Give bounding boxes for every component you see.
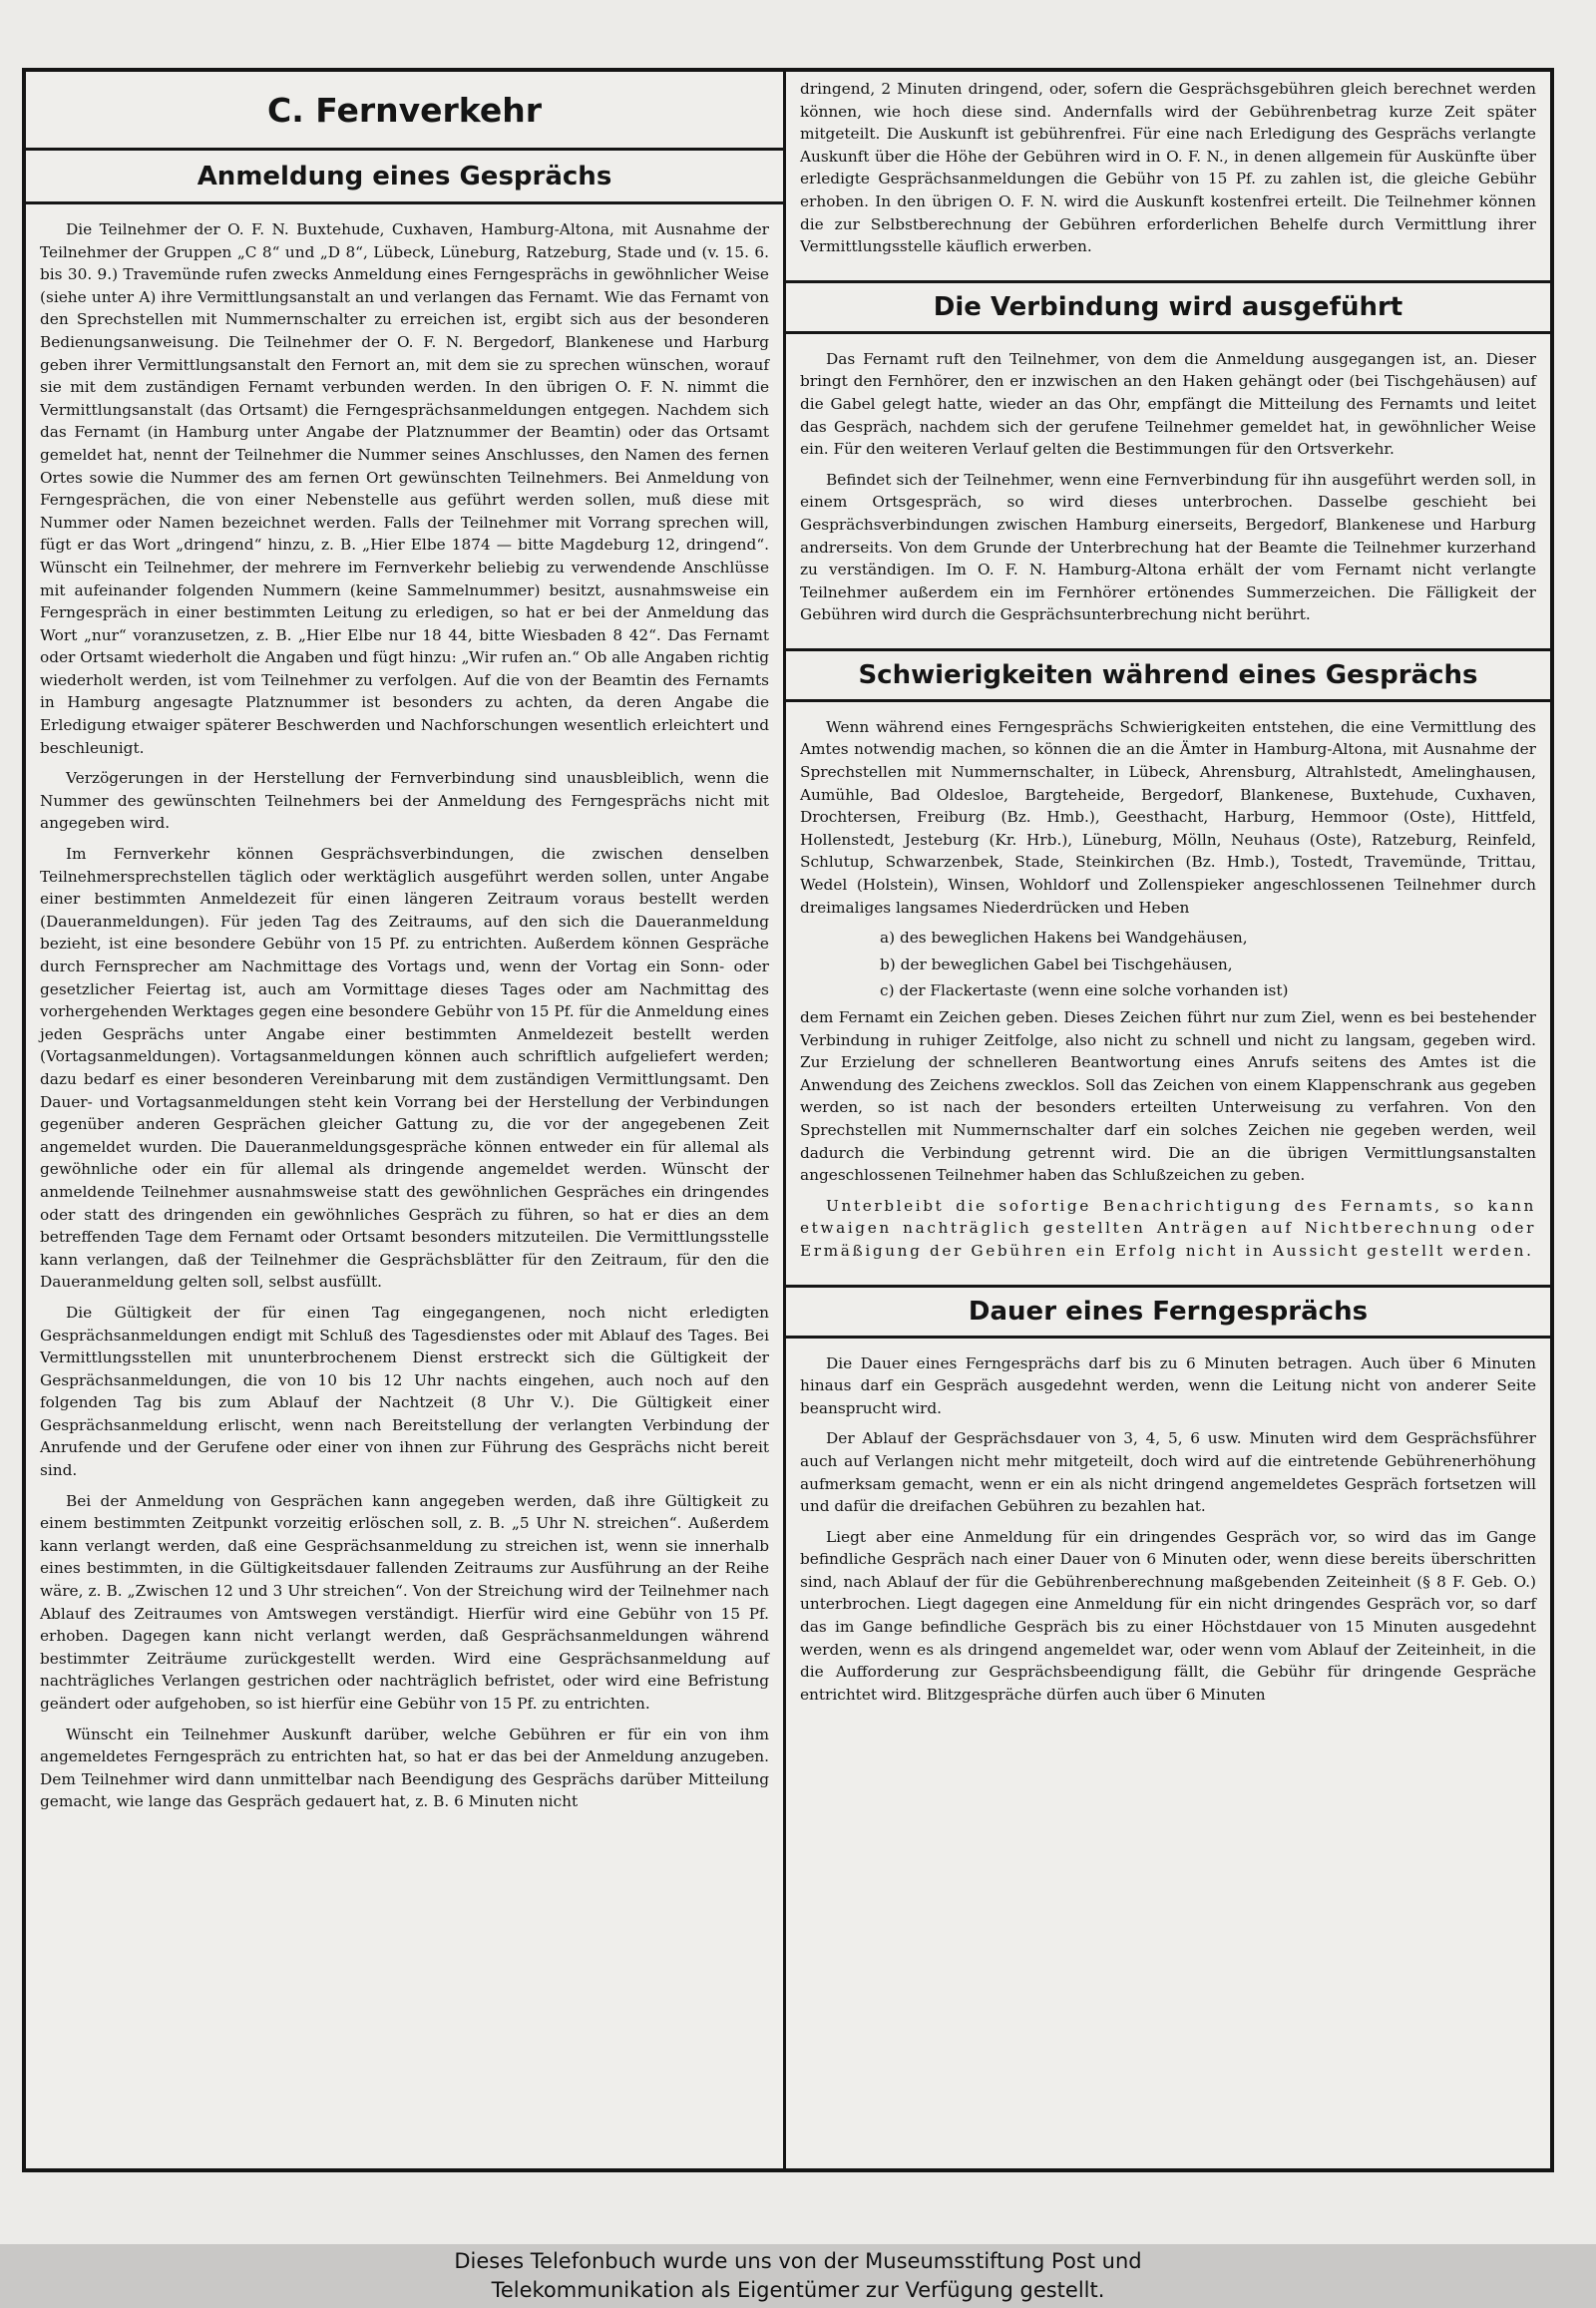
section-body-anmeldung	[26, 204, 783, 1825]
right-column	[786, 72, 1550, 2168]
ownership-notice-line-1: Dieses Telefonbuch wurde uns von der Museumsstiftung Post und	[454, 2249, 1142, 2273]
section-heading-verbindung: Die Verbindung wird ausgeführt	[786, 280, 1550, 334]
ownership-notice	[0, 2244, 1596, 2308]
paragraph: dem Fernamt ein Zeichen geben. Dieses Zeichen führt nur zum Ziel, wenn es bei bestehender Verbindung in ruhiger Zeitfolge, also nicht zu schnell und nicht zu langsam, gegeben wird. Zur Erzielung der schnelleren Beantwortung eines Anrufs seitens des Amtes ist die Anwendung des Zeichens zwecklos. Soll das Zeichen von einem Klappenschrank aus gegeben werden, so ist nach der besonders erteilten Unterweisung zu verfahren. Von den Sprechstellen mit Nummernschalter darf ein solches Zeichen nie gegeben werden, weil dadurch die Verbindung getrennt wird. Die an die übrigen Vermittlungsanstalten angeschlossenen Teilnehmer haben das Schlußzeichen zu geben.	[800, 1008, 1536, 1185]
paragraph: Verzögerungen in der Herstellung der Fernverbindung sind unausbleiblich, wenn die Nummer des gewünschten Teilnehmers bei der Anmeldung des Ferngesprächs nicht mit angegeben wird.	[40, 769, 769, 833]
paragraph: Die Dauer eines Ferngesprächs darf bis zu 6 Minuten betragen. Auch über 6 Minuten hinaus darf ein Gespräch ausgedehnt werden, wenn die Leitung nicht von anderer Seite beansprucht wird.	[800, 1353, 1536, 1417]
left-column	[26, 72, 786, 2168]
paragraph: Liegt aber eine Anmeldung für ein dringendes Gespräch vor, so wird das im Gange befindliche Gespräch nach einer Dauer von 6 Minuten oder, wenn diese bereits überschritten sind, nach Ablauf der für die Gebührenberechnung maßgebenden Zeiteinheit (§ 8 F. Geb. O.) unterbrochen. Liegt dagegen eine Anmeldung für ein nicht dringendes Gespräch vor, so darf das im Gange befindliche Gespräch bis zu einer Höchstdauer von 15 Minuten ausgedehnt werden, wenn es als dringend angemeldet war, oder wenn vom Ablauf der Zeiteinheit, in die die Aufforderung zur Gesprächsbeendigung fällt, die Gebühr für dringende Gespräche entrichtet wird. Blitzgespräche dürfen auch über 6 Minuten	[800, 1527, 1536, 1704]
paragraph: Die Gültigkeit der für einen Tag eingegangenen, noch nicht erledigten Gesprächsanmeldungen endigt mit Schluß des Tagesdienstes oder mit Ablauf des Tages. Bei Vermittlungsstellen mit ununterbrochenem Dienst erstreckt sich die Gültigkeit der Gesprächsanmeldungen, die von 10 bis 12 Uhr nachts eingehen, auch noch auf den folgenden Tag bis zum Ablauf der Nachtzeit (8 Uhr V.). Die Gültigkeit einer Gesprächsanmeldung erlischt, wenn nach Bereitstellung der verlangten Verbindung der Anrufende und der Gerufene oder einer von ihnen zur Führung des Gesprächs nicht bereit sind.	[40, 1303, 769, 1480]
paragraph: Das Fernamt ruft den Teilnehmer, von dem die Anmeldung ausgegangen ist, an. Dieser bringt den Fernhörer, den er inzwischen an den Haken gehängt oder (bei Tischgehäusen) auf die Gabel gelegt hatte, wieder an das Ohr, empfängt die Mitteilung des Fernamts und leitet das Gespräch, nachdem sich der gerufene Teilnehmer gemeldet hat, in gewöhnlicher Weise ein. Für den weiteren Verlauf gelten die Bestimmungen für den Ortsverkehr.	[800, 349, 1536, 459]
chapter-title: C. Fernverkehr	[26, 72, 783, 151]
list-item: c) der Flackertaste (wenn eine solche vorhanden ist)	[880, 981, 1289, 1000]
paragraph: Befindet sich der Teilnehmer, wenn eine Fernverbindung für ihn ausgeführt werden soll, in einem Ortsgespräch, so wird dieses unterbrochen. Dasselbe geschieht bei Gesprächsverbindungen zwischen Hamburg einerseits, Bergedorf, Blankenese und Harburg andrerseits. Von dem Grunde der Unterbrechung hat der Beamte die Teilnehmer kurzerhand zu verständigen. Im O. F. N. Hamburg-Altona erhält der vom Fernamt nicht verlangte Teilnehmer außerdem ein im Fernhörer ertönendes Summerzeichen. Die Fälligkeit der Gebühren wird durch die Gesprächsunterbrechung nicht berührt.	[800, 470, 1536, 624]
paragraph: Bei der Anmeldung von Gesprächen kann angegeben werden, daß ihre Gültigkeit zu einem bestimmten Zeitpunkt vorzeitig erlöschen soll, z. B. „5 Uhr N. streichen“. Außerdem kann verlangt werden, daß eine Gesprächsanmeldung zu streichen ist, wenn sie innerhalb eines bestimmten, in die Gültigkeitsdauer fallenden Zeitraums zur Ausführung an der Reihe wäre, z. B. „Zwischen 12 und 3 Uhr streichen“. Von der Streichung wird der Teilnehmer nach Ablauf des Zeitraumes von Amtswegen verständigt. Hierfür wird eine Gebühr von 15 Pf. erhoben. Dagegen kann nicht verlangt werden, daß Gesprächsanmeldungen während bestimmter Zeiträume zurückgestellt werden. Wird eine Gesprächsanmeldung auf nachträgliches Verlangen gestrichen oder nachträglich befristet, oder wird eine Befristung geändert oder aufgehoben, so ist hierfür eine Gebühr von 15 Pf. zu entrichten.	[40, 1491, 769, 1713]
section-heading-anmeldung: Anmeldung eines Gesprächs	[26, 151, 783, 204]
paragraph: Wenn während eines Ferngesprächs Schwierigkeiten entstehen, die eine Vermittlung des Amtes notwendig machen, so können die an die Ämter in Hamburg-Altona, mit Ausnahme der Sprechstellen mit Nummernschalter, in Lübeck, Ahrensburg, Altrahlstedt, Amelinghausen, Aumühle, Bad Oldesloe, Bargteheide, Bergedorf, Blankenese, Buxtehude, Cuxhaven, Drochtersen, Freiburg (Bz. Hmb.), Geesthacht, Harburg, Hemmoor (Oste), Hittfeld, Hollenstedt, Jesteburg (Kr. Hrb.), Lüneburg, Mölln, Neuhaus (Oste), Ratzeburg, Reinfeld, Schlutup, Schwarzenbek, Stade, Steinkirchen (Bz. Hmb.), Tostedt, Travemünde, Trittau, Wedel (Holstein), Winsen, Wohldorf und Zollenspieker angeschlossenen Teilnehmer durch dreimaliges langsames Niederdrücken und Heben	[800, 717, 1536, 917]
paragraph: Die Teilnehmer der O. F. N. Buxtehude, Cuxhaven, Hamburg-Altona, mit Ausnahme der Teilnehmer der Gruppen „C 8“ und „D 8“, Lübeck, Lüneburg, Ratzeburg, Stade und (v. 15. 6. bis 30. 9.) Travemünde rufen zwecks Anmeldung eines Ferngesprächs in gewöhnlicher Weise (siehe unter A) ihre Vermittlungsanstalt an und verlangen das Fernamt. Wie das Fernamt von den Sprechstellen mit Nummernschalter zu erreichen ist, ergibt sich aus der besonderen Bedienungsanweisung. Die Teilnehmer der O. F. N. Bergedorf, Blankenese und Harburg geben ihrer Vermittlungsanstalt den Fernort an, mit dem sie zu sprechen wünschen, worauf sie mit dem zuständigen Fernamt verbunden werden. In den übrigen O. F. N. nimmt die Vermittlungsanstalt (das Ortsamt) die Ferngesprächsanmeldungen entgegen. Nachdem sich das Fernamt (in Hamburg unter Angabe der Platznummer der Beamtin) oder das Ortsamt gemeldet hat, nennt der Teilnehmer die Nummer seines Anschlusses, den Namen des fernen Ortes sowie die Nummer des am fernen Ort gewünschten Teilnehmers. Bei Anmeldung von Ferngesprächen, die von einer Nebenstelle aus geführt werden sollen, muß diese mit Nummer oder Namen bezeichnet werden. Falls der Teilnehmer mit Vorrang sprechen will, fügt er das Wort „dringend“ hinzu, z. B. „Hier Elbe 1874 — bitte Magdeburg 12, dringend“. Wünscht ein Teilnehmer, der mehrere im Fernverkehr beliebig zu verwendende Anschlüsse mit aufeinander folgenden Nummern (keine Sammelnummer) besitzt, ausnahmsweise ein Ferngespräch in einer bestimmten Leitung zu erledigen, so hat er bei der Anmeldung das Wort „nur“ voranzusetzen, z. B. „Hier Elbe nur 18 44, bitte Wiesbaden 8 42“. Das Fernamt oder Ortsamt wiederholt die Angaben und fügt hinzu: „Wir rufen an.“ Ob alle Angaben richtig wiederholt werden, ist vom Teilnehmer zu verfolgen. Auf die von der Beamtin des Fernamts in Hamburg angesagte Platznummer ist besonders zu achten, da deren Angabe die Erledigung etwaiger späterer Beschwerden und Nachforschungen wesentlich erleichtert und beschleunigt.	[40, 220, 769, 757]
section-body-schwierigkeiten	[786, 702, 1550, 1275]
ownership-notice-line-2: Telekommunikation als Eigentümer zur Verfügung gestellt.	[491, 2278, 1105, 2302]
paragraph: Unterbleibt die sofortige Benachrichtigung des Fernamts, so kann etwaigen nachträglich gestellten Anträgen auf Nichtberechnung oder Ermäßigung der Gebühren ein Erfolg nicht in Aussicht gestellt werden.	[800, 1196, 1536, 1260]
paragraph: Wünscht ein Teilnehmer Auskunft darüber, welche Gebühren er für ein von ihm angemeldetes Ferngespräch zu entrichten hat, so hat er das bei der Anmeldung anzugeben. Dem Teilnehmer wird dann unmittelbar nach Beendigung des Gesprächs darüber Mitteilung gemacht, wie lange das Gespräch gedauert hat, z. B. 6 Minuten nicht	[40, 1725, 769, 1811]
paragraph: dringend, 2 Minuten dringend, oder, sofern die Gesprächsgebühren gleich berechnet werden können, wie hoch diese sind. Andernfalls wird der Gebührenbetrag kurze Zeit später mitgeteilt. Die Auskunft ist gebührenfrei. Für eine nach Erledigung des Gesprächs verlangte Auskunft über die Höhe der Gebühren wird in O. F. N., in denen allgemein für Auskünfte über erledigte Gesprächsanmeldungen die Gebühr von 15 Pf. zu zahlen ist, die gleiche Gebühr erhoben. In den übrigen O. F. N. wird die Auskunft kostenfrei erteilt. Die Teilnehmer können die zur Selbstberechnung der Gebühren erforderlichen Behelfe durch Vermittlung ihrer Vermittlungsstelle käuflich erwerben.	[800, 80, 1536, 256]
section-heading-dauer: Dauer eines Ferngesprächs	[786, 1285, 1550, 1339]
paragraph: Der Ablauf der Gesprächsdauer von 3, 4, 5, 6 usw. Minuten wird dem Gesprächsführer auch auf Verlangen nicht mehr mitgeteilt, doch wird auf die eintretende Gebührenerhöhung aufmerksam gemacht, wenn er ein als nicht dringend angemeldetes Gespräch fortsetzen will und dafür die dreifachen Gebühren zu bezahlen hat.	[800, 1429, 1536, 1516]
list-item: a) des beweglichen Hakens bei Wandgehäusen,	[880, 929, 1248, 948]
section-body-anmeldung-continued	[786, 72, 1550, 270]
paragraph: Im Fernverkehr können Gesprächsverbindungen, die zwischen denselben Teilnehmersprechstellen täglich oder werktäglich ausgeführt werden sollen, unter Angabe einer bestimmten Anmeldezeit für einen längeren Zeitraum voraus bestellt werden (Daueranmeldungen). Für jeden Tag des Zeitraums, auf den sich die Daueranmeldung bezieht, ist eine besondere Gebühr von 15 Pf. zu entrichten. Außerdem können Gespräche durch Fernsprecher am Nachmittage des Vortags und, wenn der Vortag ein Sonn- oder gesetzlicher Feiertag ist, auch am Vormittage dieses Tages oder am Nachmittag des vorhergehenden Werktages gegen eine besondere Gebühr von 15 Pf. für die Anmeldung eines jeden Gesprächs unter Angabe einer bestimmten Anmeldezeit bestellt werden (Vortagsanmeldungen). Vortagsanmeldungen können auch schriftlich aufgeliefert werden; dazu bedarf es einer besonderen Vereinbarung mit dem zuständigen Vermittlungsamt. Den Dauer- und Vortagsanmeldungen steht kein Vorrang bei der Herstellung der Verbindungen gegenüber anderen Gesprächen gleicher Gattung zu, die vor der angegebenen Zeit angemeldet wurden. Die Daueranmeldungsgespräche können entweder ein für allemal als gewöhnliche oder ein für allemal als dringende angemeldet werden. Wünscht der anmeldende Teilnehmer ausnahmsweise statt des gewöhnlichen Gespräches ein dringendes oder statt des dringenden ein gewöhnliches Gespräch zu führen, so hat er dies an dem betreffenden Tage dem Fernamt oder Ortsamt besonders mitzuteilen. Die Vermittlungsstelle kann verlangen, daß der Teilnehmer die Gesprächsblätter für den Zeitraum, für den die Daueranmeldung gelten soll, selbst ausfüllt.	[40, 845, 769, 1292]
section-body-verbindung	[786, 334, 1550, 638]
list-item: b) der beweglichen Gabel bei Tischgehäusen,	[880, 955, 1233, 973]
section-heading-schwierigkeiten: Schwierigkeiten während eines Gesprächs	[786, 648, 1550, 702]
phonebook-page	[22, 68, 1554, 2172]
section-body-dauer	[786, 1339, 1550, 1719]
